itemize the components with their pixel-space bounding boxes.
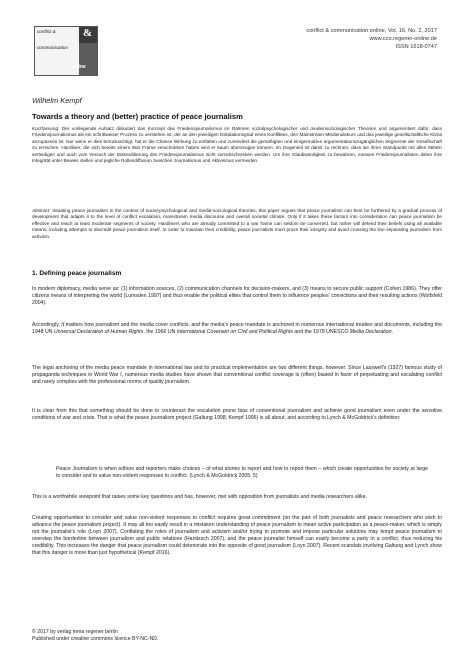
journal-info — [306, 27, 437, 51]
block-quote: Peace Journalism is when editors and reporters make choices – of what stories to report and how to report them – which create opportunities for society at large to consider and to value non-violent responses to conflict. (Lynch & McGoldrick 2005: 5) — [56, 466, 428, 480]
journal-logo — [34, 26, 98, 76]
abstract-english-lead: Abstract: — [32, 208, 51, 213]
paper-title: Towards a theory and (better) practice of peace journalism — [32, 112, 243, 121]
logo-row-3 — [35, 59, 97, 75]
journal-issn: ISSN 1618-0747 — [395, 44, 437, 50]
journal-website[interactable]: www.cco.regener-online.de — [369, 36, 437, 42]
paragraph-6: Creating opportunities to consider and value non-violent responses to conflict requires great commitment (on the part of both journalists and peace researchers who wish to advance the peace journalism project). It may all too easily result in a mistaken understanding of peace journalism to mean active participation as a peace-maker, which is simply not the journalist's role (Loyn 2007). Conflating the roles of journalism and activism and/or trying to promote and impose particular solutions may tempt peace journalism to overstep the borderline between journalism and public relations (Hanitzsch 2007), and the peace journalist himself can easily become a party in a conflict, thus reducing his credibility. This increases the danger that peace journalism could deteriorate into the opposite of good journalism (Loyn 2007). Recent scandals involving Galtung and Lynch show that this danger is more than just hypothetical (Kempf 2016). — [32, 515, 442, 557]
footer-license: Published under creative commons licence BY-NC-ND. — [32, 636, 159, 642]
logo-text-2: communication — [37, 45, 68, 50]
page-footer — [32, 629, 158, 643]
p2-italic-d: International Covenant on Civil and Political Rights — [176, 329, 293, 336]
logo-text-3: online — [71, 64, 86, 70]
logo-block-1 — [79, 27, 97, 43]
footer-copyright: © 2017 by verlag irena regener berlin — [32, 629, 118, 635]
logo-ampersand: & — [83, 27, 93, 39]
journal-citation: conflict & communication online, Vol. 16, No. 2, 2017 — [306, 28, 437, 34]
author-name: Wilhelm Kempf — [32, 96, 82, 105]
abstract-german — [32, 126, 442, 164]
paragraph-3: The legal anchoring of the media peace mandate in international law and its practical implementation are two different things, however. Since Lasswell's (1927) famous study of propaganda techniques in World War I, numerous media studies have shown that conventional conflict coverage is (often) biased in favor of perpetuating and escalating conflict and rarely complies with the professional norms of quality journalism. — [32, 365, 442, 386]
section-heading-1: 1. Defining peace journalism — [32, 270, 122, 277]
abstract-german-lead: Kurzfassung: — [32, 126, 60, 131]
abstract-english-text: Situating peace journalism in the context of social-psychological and media-sociological theories, this paper argues that peace journalism can best be furthered by a gradual process of development that adapts it to the level of conflict escalation, mainstream media discourse and overall societal climate. Only if it takes these factors into consideration can peace journalism be effective and reach at least moderate segments of society. Hardliners who are already committed to a war frame can seldom be converted, but rather will defend their beliefs using all available means, including attempts to discredit peace journalism itself. In order to maintain their credibility, peace journalists must prove their integrity and avoid crossing the line separating journalism from activism. — [32, 208, 442, 239]
logo-row-1 — [35, 27, 97, 43]
p2-italic-b: Universal Declaration of Human Rights — [53, 329, 144, 336]
abstract-german-text: Der vorliegende Aufsatz diskutiert das Konzept des Friedensjournalismus im Rahmen sozialpsychologischer und mediensoziologischer Theorien und argumentiert dafür, dass Friedensjournalismus als ein schrittweiser Prozess zu verstehen ist, der an den jeweiligen Eskalationsgrad eines Konfliktes, den Mainstream-Mediendiskurs und das jeweilige gesellschaftliche Klima anzupassen ist. Nur wenn er dies berücksichtigt, hat er die Chance Wirkung zu entfalten und zumindest die gemäßigten und einigermaßen argumentationszugänglichen Segmente der Gesellschaft zu erreichen. Hardliner, die sich bereits einem War Frame verschrieben haben wird er kaum überzeugen können. Im Gegenteil ist damit zu rechnen, dass sie ihren Standpunkt mit allen Mitteln verteidigen und auch vom Versuch der Diskreditierung des Friedensjournalismus nicht zurückschrecken werden. Um ihre Glaubwürdigkeit zu bewahren, müssen Friedensjournalisten daher ihre Integrität unter Beweis stellen und jegliche Rollendiffusion zwischen Journalismus und Aktivismus vermeiden. — [32, 126, 442, 164]
paragraph-5: This is a worthwhile viewpoint that raises some key questions and has, however, met with opposition from journalists and media researchers alike. — [32, 494, 368, 500]
paragraph-2 — [32, 322, 442, 336]
p2-text-a: Accordingly, it matters how journalism and the media cover conflicts, and the media's peace mandate is anchored in numerous international treaties and documents, including the 1948 UN — [32, 322, 442, 336]
p2-text-c: , the 1966 UN — [143, 329, 177, 336]
paragraph-1: In modern diplomacy, media serve as: (1) information sources, (2) communication channels for decision-makers, and (3) means to secure public support (Cohen 1986). They offer citizens means of interpreting the world (Lumsden 1997) and thus enable the political elites that control them to influence peoples' convictions and their resulting actions (Wolfsfeld 2004). — [32, 286, 442, 307]
p2-text-e: and the 1978 UNESCO — [292, 329, 350, 336]
logo-row-2 — [35, 43, 97, 59]
logo-text-1: conflict & — [37, 29, 56, 34]
abstract-english — [32, 208, 442, 240]
p2-italic-f: Media Declaration — [349, 329, 392, 336]
paragraph-4: It is clear from this that something should be done to counteract the escalation prone bias of conventional journalism and achieve good journalism even under the sensitive conditions of war and crisis. That is what the peace journalism project (Galtung 1998, Kempf 1996) is all about, and according to Lynch & McGoldrick's definition: — [32, 408, 442, 422]
p2-text-g: . — [391, 329, 394, 336]
logo-block-2 — [79, 43, 97, 59]
